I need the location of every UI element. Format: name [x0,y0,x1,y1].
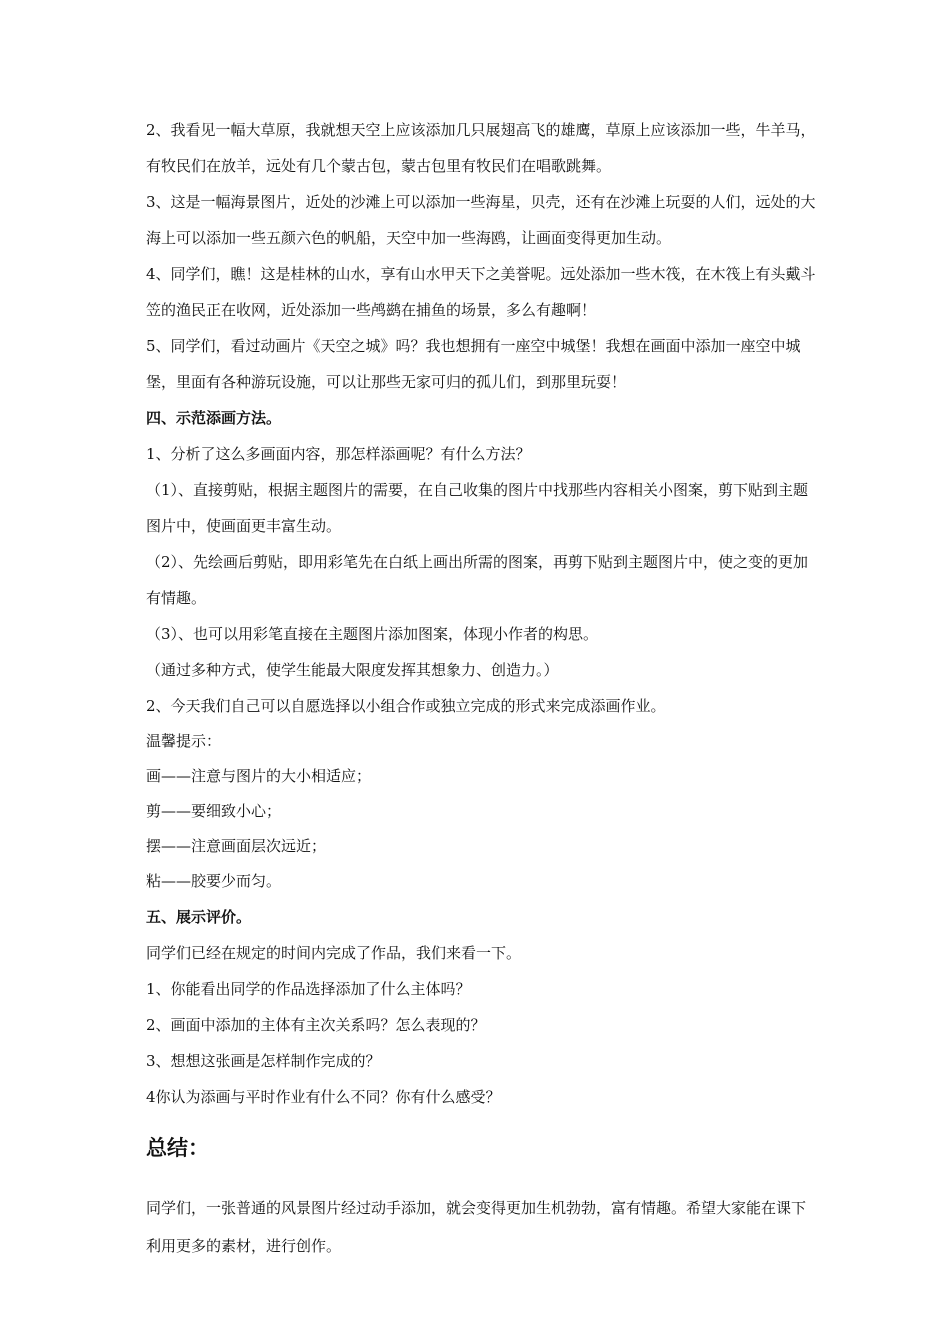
section-4-question-1: 1、分析了这么多画面内容，那怎样添画呢？有什么方法？ [146,445,531,463]
method-2: （2）、先绘画后剪贴，即用彩笔先在白纸上画出所需的图案，再剪下贴到主题图片中，使之变的更加有情趣。 [146,553,809,607]
method-note: （通过多种方式，使学生能最大限度发挥其想象力、创造力。） [146,661,559,679]
paragraph-item-2: 2、我看见一幅大草原，我就想天空上应该添加几只展翅高飞的雄鹰，草原上应该添加一些，牛羊马，有牧民们在放羊，远处有几个蒙古包，蒙古包里有牧民们在唱歌跳舞。 [146,121,816,175]
section-4-heading: 四、示范添画方法。 [146,409,282,427]
method-1: （1）、直接剪贴，根据主题图片的需要，在自己收集的图片中找那些内容相关小图案，剪下贴到主题图片中，使画面更丰富生动。 [146,481,809,535]
summary-text: 同学们，一张普通的风景图片经过动手添加，就会变得更加生机勃勃，富有情趣。希望大家能在课下利用更多的素材，进行创作。 [146,1199,807,1255]
tip-item: 画——注意与图片的大小相适应； [146,767,372,785]
paragraph-item-3: 3、这是一幅海景图片，近处的沙滩上可以添加一些海星，贝壳，还有在沙滩上玩耍的人们，远处的大海上可以添加一些五颜六色的帆船，天空中加一些海鸥，让画面变得更加生动。 [146,193,816,247]
paragraph-item-5: 5、同学们，看过动画片《天空之城》吗？我也想拥有一座空中城堡！我想在画面中添加一座空中城堡，里面有各种游玩设施，可以让那些无家可归的孤儿们，到那里玩耍！ [146,337,801,391]
tips-title: 温馨提示： [146,732,222,750]
evaluation-question: 2、画面中添加的主体有主次关系吗？怎么表现的？ [146,1016,486,1034]
tip-item: 摆——注意画面层次远近； [146,837,327,855]
evaluation-question: 1、你能看出同学的作品选择添加了什么主体吗？ [146,980,471,998]
method-3: （3）、也可以用彩笔直接在主题图片添加图案，体现小作者的构思。 [146,625,599,643]
evaluation-question: 4你认为添画与平时作业有什么不同？你有什么感受？ [146,1088,501,1106]
paragraph-item-4: 4、同学们，瞧！这是桂林的山水，享有山水甲天下之美誉呢。远处添加一些木筏，在木筏上有头戴斗笠的渔民正在收网，近处添加一些鸬鹚在捕鱼的场景，多么有趣啊！ [146,265,816,319]
document-body [146,112,818,1265]
tip-item: 剪——要细致小心； [146,802,282,820]
tip-item: 粘——胶要少而匀。 [146,872,282,890]
section-5-heading: 五、展示评价。 [146,908,252,926]
section-4-question-2: 2、今天我们自己可以自愿选择以小组合作或独立完成的形式来完成添画作业。 [146,697,666,715]
summary-heading: 总结： [146,1136,209,1160]
evaluation-question: 3、想想这张画是怎样制作完成的？ [146,1052,381,1070]
section-5-intro: 同学们已经在规定的时间内完成了作品，我们来看一下。 [146,944,522,962]
